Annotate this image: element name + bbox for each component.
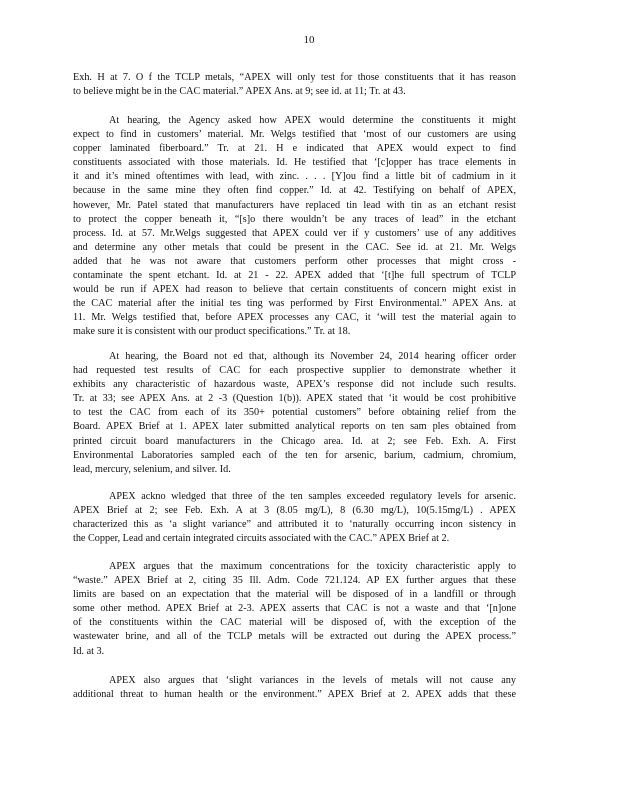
text-line: lead, mercury, selenium, and silver. Id. (73, 463, 231, 475)
text-line: 11. Mr. Welgs testified that, before APEX processes any CAC, it ‘will test the material again to (73, 312, 516, 324)
text-line: wastewater brine, and all of the TCLP metals will be extracted out during the APEX process.” (73, 631, 516, 643)
text-line: Tr. at 33; see APEX Ans. at 2 -3 (Question 1(b)). APEX stated that ‘it would be cost prohibitive (73, 393, 516, 405)
text-line: would be run if APEX had reason to believe that certain constituents of concern might exist in (73, 284, 516, 296)
paragraph (73, 114, 516, 340)
text-line: the CAC material after the initial tes ting was performed by First Environmental.” APEX Ans. at (73, 298, 516, 310)
text-line: process. Id. at 57. Mr.Welgs suggested that APEX could ver if y customers’ use of any additives (73, 227, 516, 239)
text-line: added that he was not aware that customers perform other processes that might cross - (73, 255, 516, 267)
text-line: the Copper, Lead and certain integrated circuits associated with the CAC.” APEX Brief at 2. (73, 533, 450, 545)
text-line: additional threat to human health or the environment.” APEX Brief at 2. APEX adds that these (73, 689, 516, 701)
page-number: 10 (303, 34, 315, 46)
text-line: some other method. APEX Brief at 2-3. APEX asserts that CAC is not a waste and that ‘[n]one (73, 603, 516, 615)
text-line: APEX also argues that ‘slight variances in the levels of metals will not cause any (109, 675, 516, 686)
text-line: and determine any other metals that could be present in the CAC. See id. at 21. Mr. Welgs (73, 241, 516, 253)
text-line: however, Mr. Patel stated that manufacturers have replaced tin lead with tin as an etchant resist (73, 199, 516, 211)
text-line: Exh. H at 7. O f the TCLP metals, “APEX will only test for those constituents that it has reason (73, 72, 516, 83)
paragraph (73, 71, 516, 99)
text-line: printed circuit board manufacturers in the Chicago area. Id. at 2; see Feb. Exh. A. First (73, 435, 516, 447)
text-line: constituents associated with those materials. Id. He testified that ‘[c]opper has trace elements in (73, 157, 516, 169)
text-line: it and it’s mined oftentimes with lead, with zinc. . . . [Y]ou find a little bit of cadmium in it (73, 171, 516, 183)
paragraph (73, 560, 516, 659)
text-line: At hearing, the Agency asked how APEX would determine the constituents it might (109, 115, 516, 126)
text-line: Environmental Laboratories sampled each of the ten for arsenic, barium, cadmium, chromium, (73, 449, 516, 461)
text-line: Id. at 3. (73, 645, 105, 657)
text-line: Board. APEX Brief at 1. APEX later submitted analytical reports on ten sam ples obtained from (73, 421, 516, 433)
text-line: APEX argues that the maximum concentrations for the toxicity characteristic apply to (109, 561, 516, 572)
text-line: APEX ackno wledged that three of the ten samples exceeded regulatory levels for arsenic. (109, 491, 516, 502)
text-line: limits are based on an expectation that the material will be disposed of in a landfill or through (73, 589, 516, 601)
text-line: contaminate the spent etchant. Id. at 21 - 22. APEX added that ‘[t]he full spectrum of TCLP (73, 270, 516, 282)
text-line: of the constituents within the CAC material will be disposed of, with the exception of the (73, 617, 516, 629)
text-line: to test the CAC from each of its 350+ potential customers” before obtaining relief from the (73, 407, 516, 419)
paragraph (73, 350, 516, 477)
paragraph (73, 490, 516, 546)
paragraph (73, 674, 516, 702)
text-line: “waste.” APEX Brief at 2, citing 35 Ill. Adm. Code 721.124. AP EX further argues that these (73, 575, 516, 587)
text-line: characterized this as ‘a slight variance” and attributed it to ‘naturally occurring incon sistency in (73, 519, 516, 531)
text-line: to protect the copper beneath it, “[s]o there wouldn’t be any traces of lead” in the etchant (73, 213, 516, 225)
text-line: APEX Brief at 2; see Feb. Exh. A at 3 (8.05 mg/L), 8 (6.30 mg/L), 10(5.15mg/L) . APEX (73, 505, 516, 517)
text-line: make sure it is consistent with our product specifications.” Tr. at 18. (73, 326, 351, 338)
text-line: had requested test results of CAC for each prospective supplier to demonstrate whether it (73, 365, 516, 377)
text-line: exhibits any characteristic of hazardous waste, APEX’s response did not include such results. (73, 379, 516, 391)
text-line: copper laminated fiberboard.” Tr. at 21. H e indicated that APEX would expect to find (73, 143, 516, 155)
text-line: because in the same mine they often find copper.” Id. at 42. Testifying on behalf of APEX, (73, 185, 516, 197)
text-line: expect to find in customers’ material. Mr. Welgs testified that ‘most of our customers are using (73, 129, 516, 141)
text-line: At hearing, the Board not ed that, although its November 24, 2014 hearing officer order (109, 351, 516, 362)
text-line: to believe might be in the CAC material.” APEX Ans. at 9; see id. at 11; Tr. at 43. (73, 86, 406, 98)
